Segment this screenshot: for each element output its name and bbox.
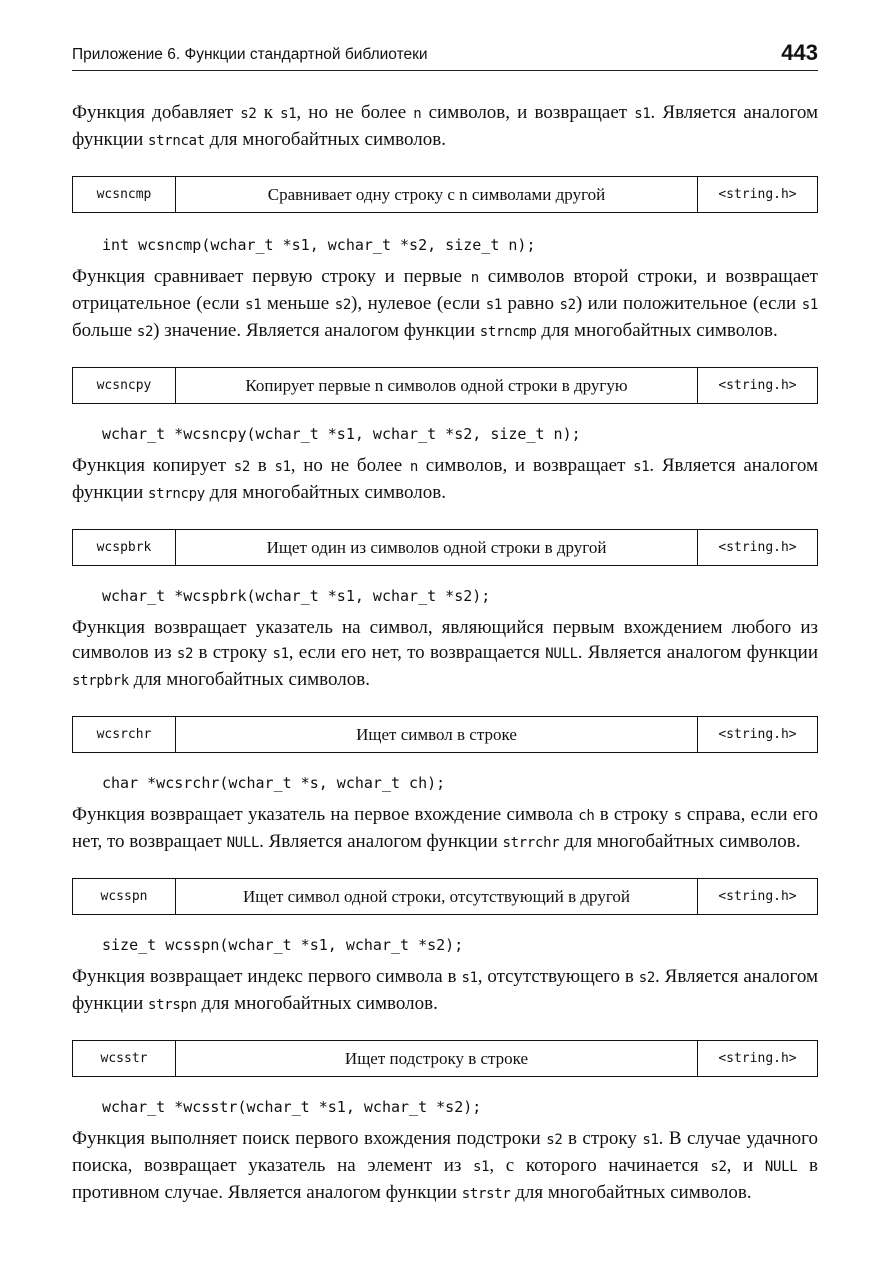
- running-title: Приложение 6. Функции стандартной библиотеки: [72, 46, 428, 63]
- function-table-wcspbrk: [72, 529, 818, 566]
- page-number: 443: [781, 40, 818, 65]
- function-text: Функция сравнивает первую строку и первые n символов второй строки, и возвращает отрицательное (если s1 меньше s2), нулевое (если s1 равно s2) или положительное (если s1 больше s2) значение. Является аналогом функции strncmp для многобайтных символов.: [72, 266, 818, 341]
- function-table-wcsstr: [72, 1040, 818, 1077]
- function-prototype: int wcsncmp(wchar_t *s1, wchar_t *s2, size_t n);: [102, 236, 536, 254]
- function-header: <string.h>: [698, 879, 818, 915]
- function-header: <string.h>: [698, 1041, 818, 1077]
- function-description: Копирует первые n символов одной строки в другую: [176, 368, 698, 404]
- function-text: Функция копирует s2 в s1, но не более n символов, и возвращает s1. Является аналогом функции strncpy для многобайтных символов.: [72, 455, 818, 503]
- function-name: wcsncmp: [73, 177, 176, 213]
- page-content: [72, 100, 818, 1207]
- function-prototype: wchar_t *wcsncpy(wchar_t *s1, wchar_t *s2, size_t n);: [102, 425, 581, 443]
- function-prototype: size_t wcsspn(wchar_t *s1, wchar_t *s2);: [102, 936, 464, 954]
- function-table-wcsncpy: [72, 367, 818, 404]
- function-name: wcsrchr: [73, 717, 176, 753]
- function-name: wcsncpy: [73, 368, 176, 404]
- function-prototype: wchar_t *wcspbrk(wchar_t *s1, wchar_t *s2);: [102, 587, 491, 605]
- function-text: Функция возвращает индекс первого символа в s1, отсутствующего в s2. Является аналогом функции strspn для многобайтных символов.: [72, 966, 819, 1014]
- function-header: <string.h>: [698, 717, 818, 753]
- intro-paragraph: Функция добавляет s2 к s1, но не более n символов, и возвращает s1. Является аналогом функции strncat для многобайтных символов.: [72, 102, 818, 150]
- function-description: Сравнивает одну строку с n символами другой: [176, 177, 698, 213]
- function-header: <string.h>: [698, 368, 818, 404]
- function-name: wcsstr: [73, 1041, 176, 1077]
- running-header: [72, 40, 818, 71]
- function-name: wcspbrk: [73, 530, 176, 566]
- function-description: Ищет один из символов одной строки в другой: [176, 530, 698, 566]
- function-table-wcsspn: [72, 878, 818, 915]
- function-header: <string.h>: [698, 530, 818, 566]
- function-description: Ищет подстроку в строке: [176, 1041, 698, 1077]
- function-text: Функция выполняет поиск первого вхождения подстроки s2 в строку s1. В случае удачного поиска, возвращает указатель на элемент из s1, с которого начинается s2, и NULL в противном случае. Является аналогом функции strstr для многобайтных символов.: [72, 1128, 819, 1203]
- function-text: Функция возвращает указатель на первое вхождение символа ch в строку s справа, если его нет, то возвращает NULL. Является аналогом функции strrchr для многобайтных символов.: [72, 804, 818, 852]
- function-table-wcsncmp: [72, 176, 818, 213]
- function-name: wcsspn: [73, 879, 176, 915]
- function-description: Ищет символ в строке: [176, 717, 698, 753]
- function-header: <string.h>: [698, 177, 818, 213]
- function-description: Ищет символ одной строки, отсутствующий в другой: [176, 879, 698, 915]
- function-text: Функция возвращает указатель на символ, являющийся первым вхождением любого из символов из s2 в строку s1, если его нет, то возвращается NULL. Является аналогом функции strpbrk для многобайтных символов.: [72, 617, 818, 690]
- function-prototype: char *wcsrchr(wchar_t *s, wchar_t ch);: [102, 774, 446, 792]
- function-table-wcsrchr: [72, 716, 818, 753]
- function-prototype: wchar_t *wcsstr(wchar_t *s1, wchar_t *s2);: [102, 1098, 482, 1116]
